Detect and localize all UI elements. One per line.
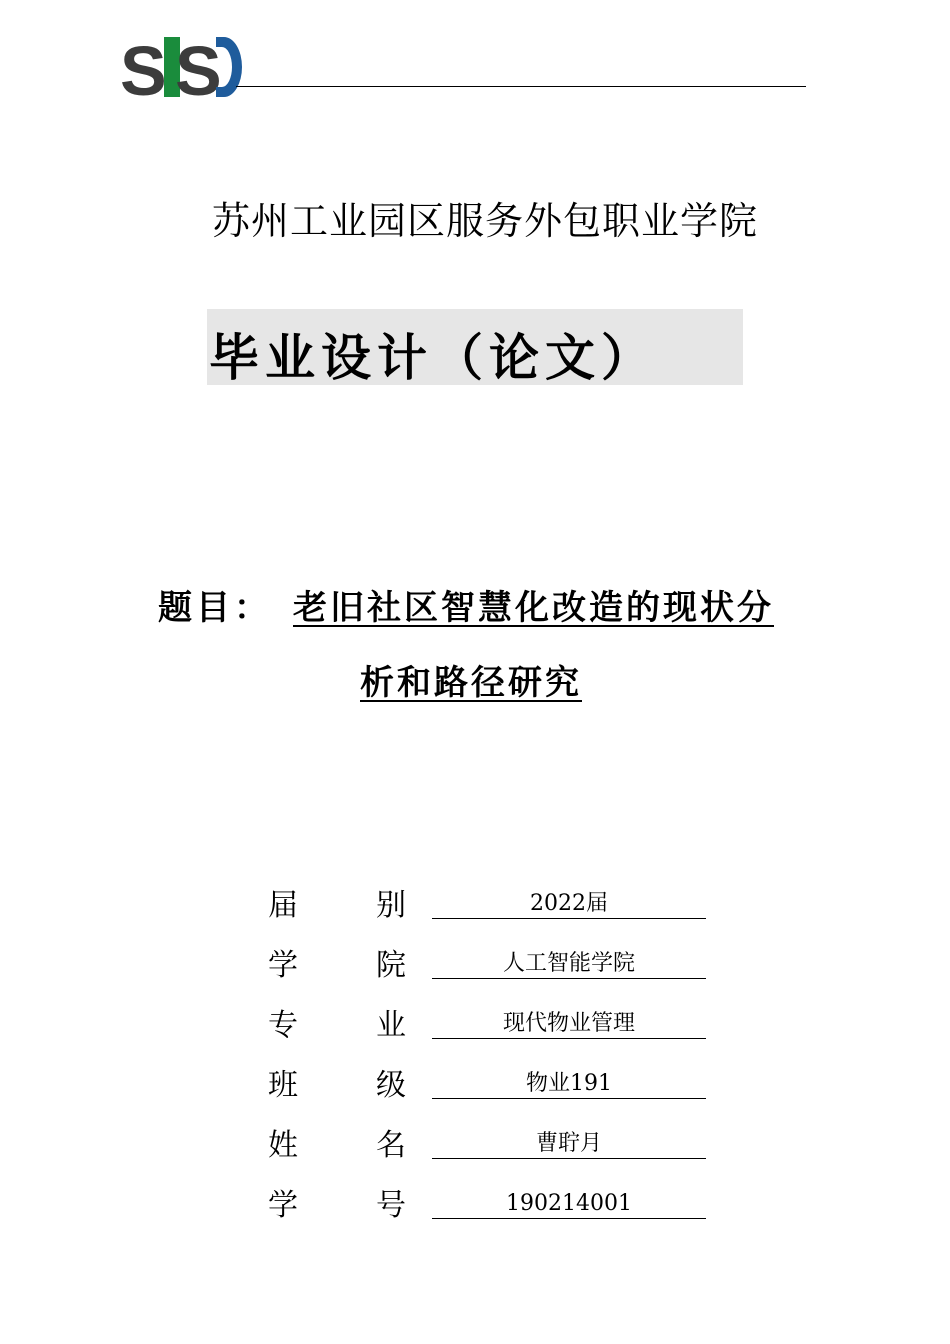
info-key-char-2: 业 [376,1008,406,1043]
svg-text:S: S [175,33,222,99]
info-row-name [268,1120,708,1170]
info-key-char-2: 号 [376,1188,406,1223]
info-key-char-1: 学 [268,1188,298,1223]
info-value: 物业191 [432,1068,706,1099]
info-row-class [268,1060,708,1110]
info-value: 人工智能学院 [432,948,706,979]
school-logo [120,33,242,99]
info-key-char-2: 级 [376,1068,406,1103]
info-row-major [268,1000,708,1050]
info-value: 2022届 [432,888,706,919]
info-key-char-1: 姓 [268,1128,298,1163]
info-row-cohort [268,880,708,930]
document-type: 毕业设计（论文） [209,329,657,387]
header-rule [236,86,806,87]
info-key-char-2: 院 [376,948,406,983]
topic-title-line-2: 析和路径研究 [360,663,582,703]
info-value: 曹聍月 [432,1128,706,1159]
info-key-char-1: 专 [268,1008,298,1043]
info-value: 现代物业管理 [432,1008,706,1039]
info-key-char-1: 学 [268,948,298,983]
info-key-char-2: 别 [376,888,406,923]
info-value: 190214001 [432,1188,706,1219]
info-key-char-2: 名 [376,1128,406,1163]
info-row-student-id [268,1180,708,1230]
topic-label: 题目： [158,588,272,628]
svg-text:S: S [120,33,161,99]
topic-title-line-1: 老旧社区智慧化改造的现状分 [293,588,774,628]
info-row-college [268,940,708,990]
school-name: 苏州工业园区服务外包职业学院 [211,199,758,243]
info-key-char-1: 班 [268,1068,298,1103]
info-key-char-1: 届 [268,888,298,923]
